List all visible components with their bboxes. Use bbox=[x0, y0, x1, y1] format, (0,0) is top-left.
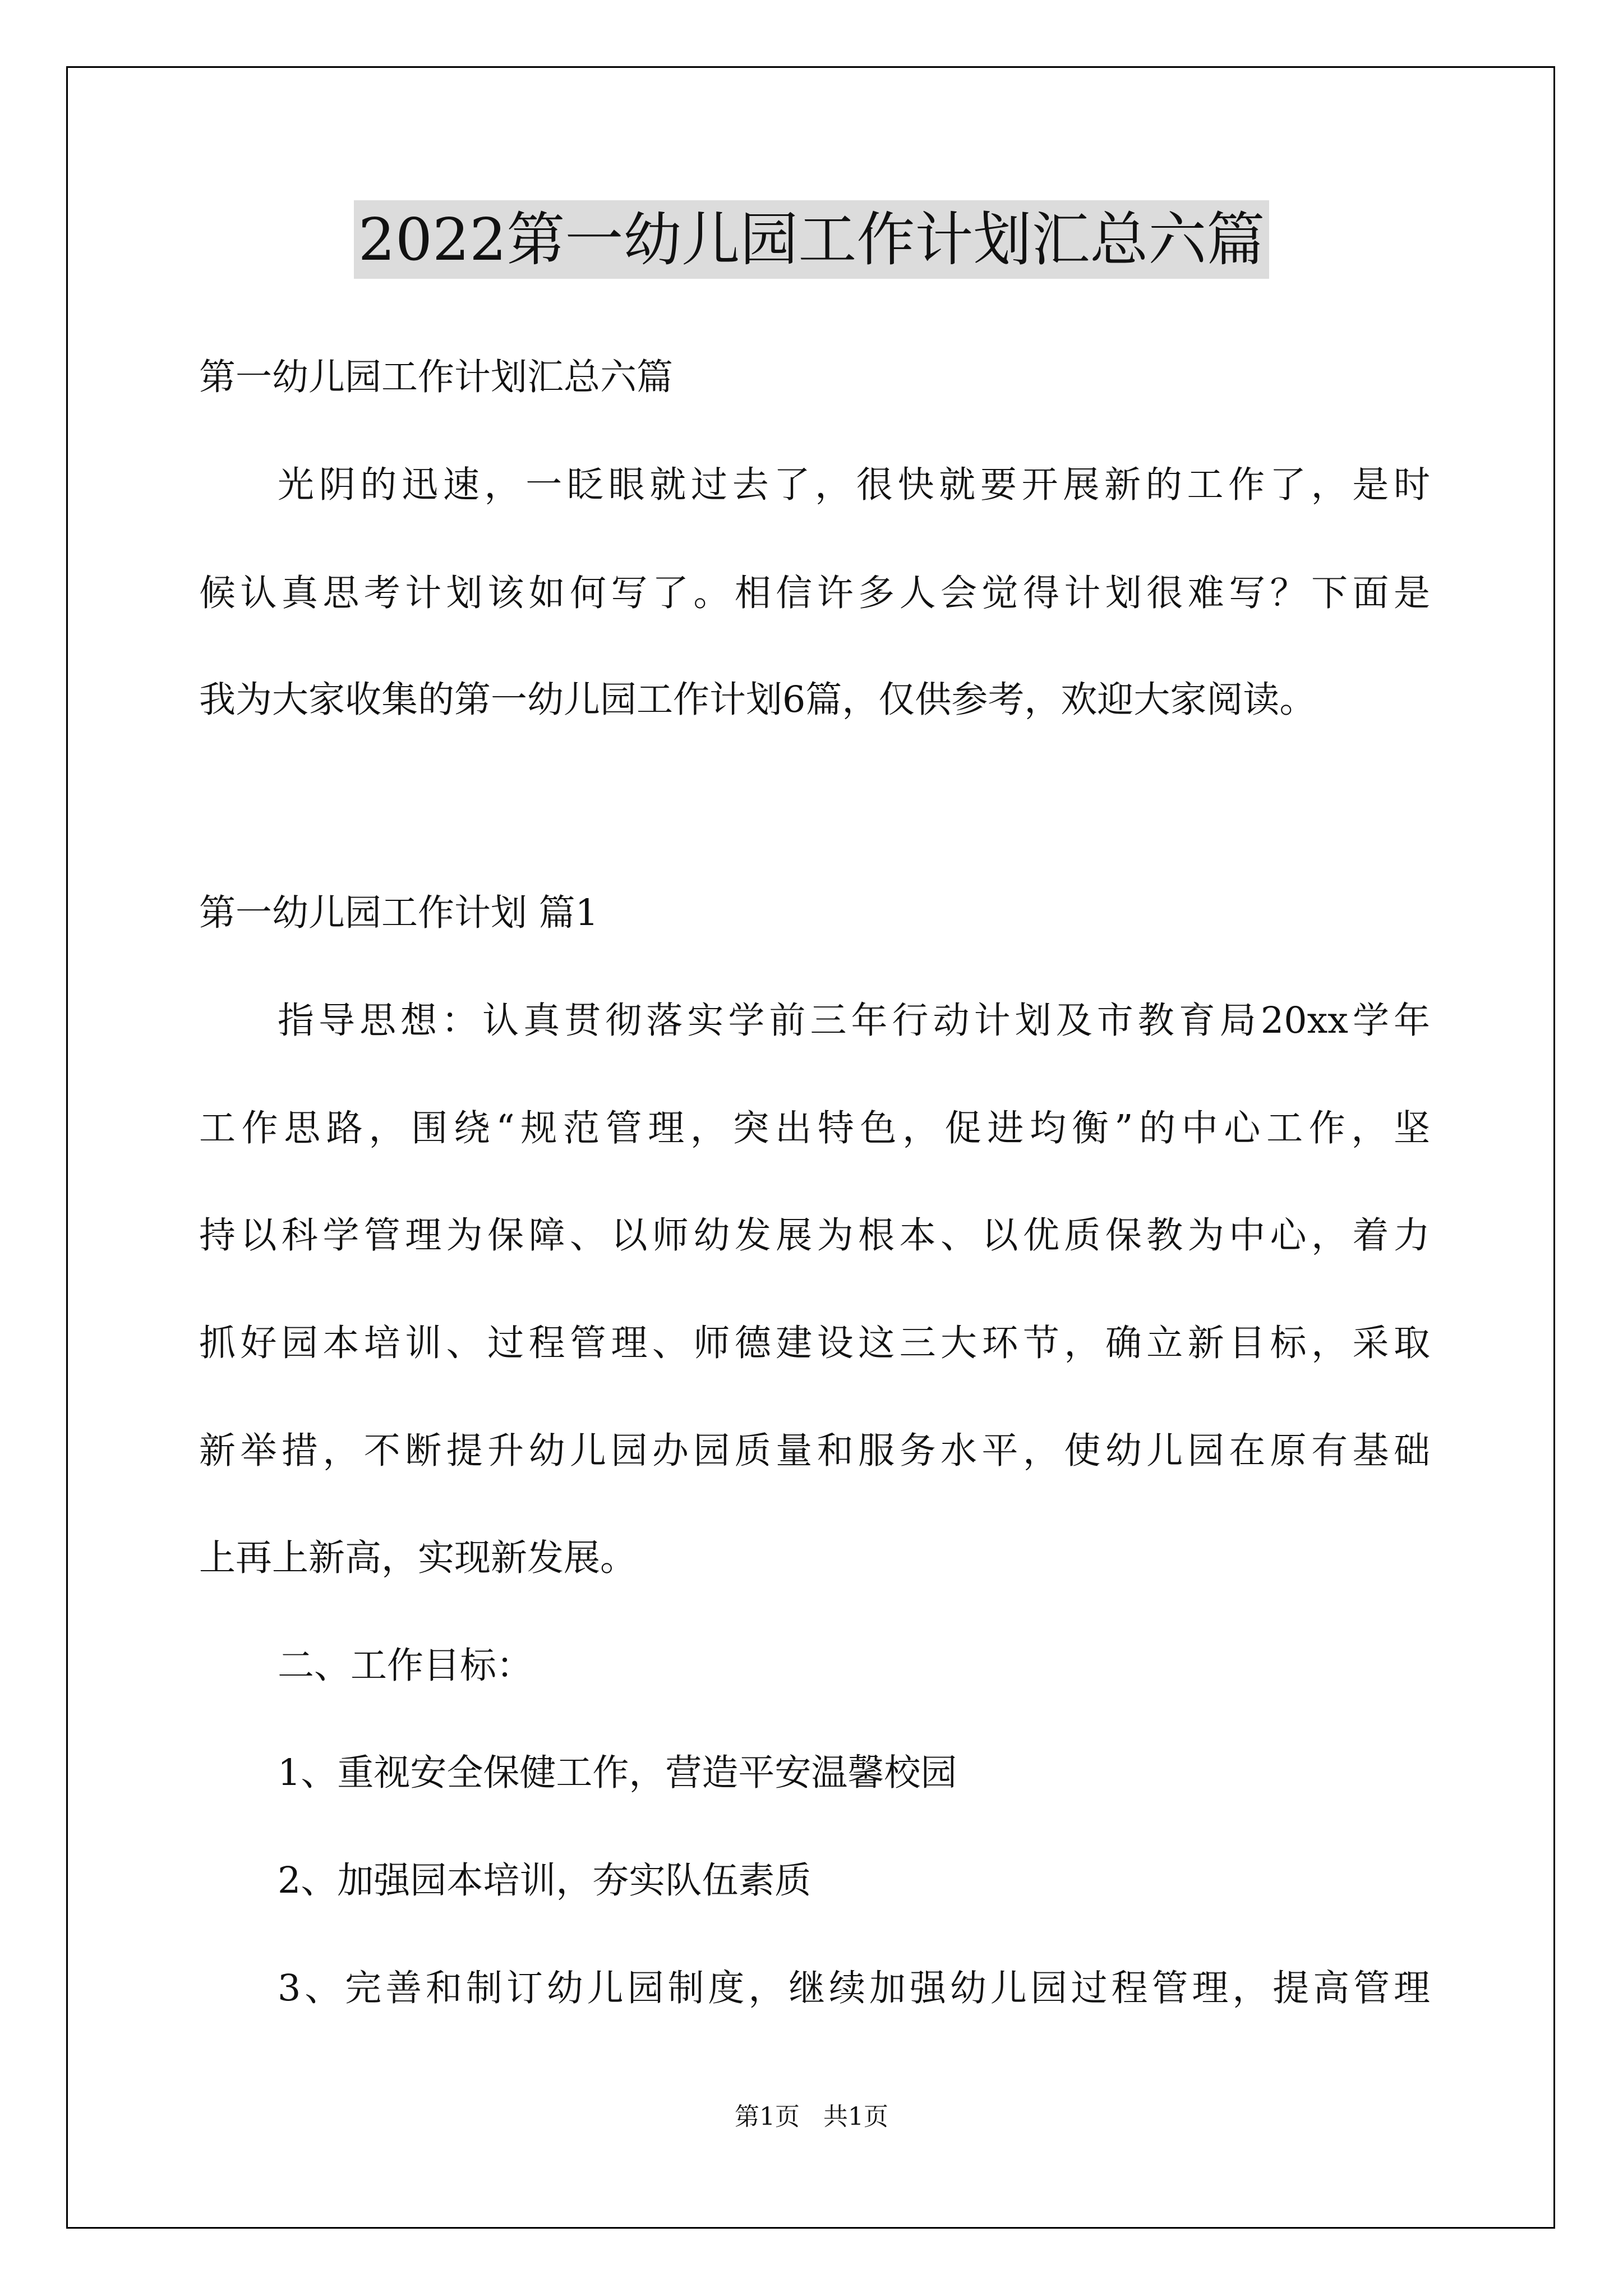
document-title bbox=[0, 200, 1623, 279]
goal-item-3: 3、完善和制订幼儿园制度，继续加强幼儿园过程管理，提高管理 bbox=[278, 1967, 1430, 2009]
guiding-line-6: 上再上新高，实现新发展。 bbox=[199, 1537, 637, 1579]
page-footer: 第1页 共1页 bbox=[735, 2102, 888, 2131]
intro-line-2: 候认真思考计划该如何写了。相信许多人会觉得计划很难写？下面是 bbox=[199, 572, 1430, 614]
intro-line-1: 光阴的迅速，一眨眼就过去了，很快就要开展新的工作了，是时 bbox=[278, 464, 1430, 506]
guiding-line-5: 新举措，不断提升幼儿园办园质量和服务水平，使幼儿园在原有基础 bbox=[199, 1430, 1430, 1472]
guiding-line-1: 指导思想：认真贯彻落实学前三年行动计划及市教育局20xx学年 bbox=[278, 1000, 1430, 1042]
guiding-line-3: 持以科学管理为保障、以师幼发展为根本、以优质保教为中心，着力 bbox=[199, 1214, 1430, 1257]
guiding-line-4: 抓好园本培训、过程管理、师德建设这三大环节，确立新目标，采取 bbox=[199, 1322, 1430, 1364]
guiding-line-2: 工作思路，围绕“规范管理，突出特色，促进均衡”的中心工作，坚 bbox=[199, 1107, 1430, 1149]
section-heading: 第一幼儿园工作计划 篇1 bbox=[199, 892, 599, 934]
document-title-text: 2022第一幼儿园工作计划汇总六篇 bbox=[354, 200, 1270, 279]
goal-item-1: 1、重视安全保健工作，营造平安温馨校园 bbox=[278, 1752, 957, 1794]
goals-heading: 二、工作目标： bbox=[278, 1645, 533, 1687]
intro-line-3: 我为大家收集的第一幼儿园工作计划6篇，仅供参考，欢迎大家阅读。 bbox=[199, 679, 1316, 721]
document-subtitle: 第一幼儿园工作计划汇总六篇 bbox=[199, 356, 674, 398]
goal-item-2: 2、加强园本培训，夯实队伍素质 bbox=[278, 1860, 811, 1902]
